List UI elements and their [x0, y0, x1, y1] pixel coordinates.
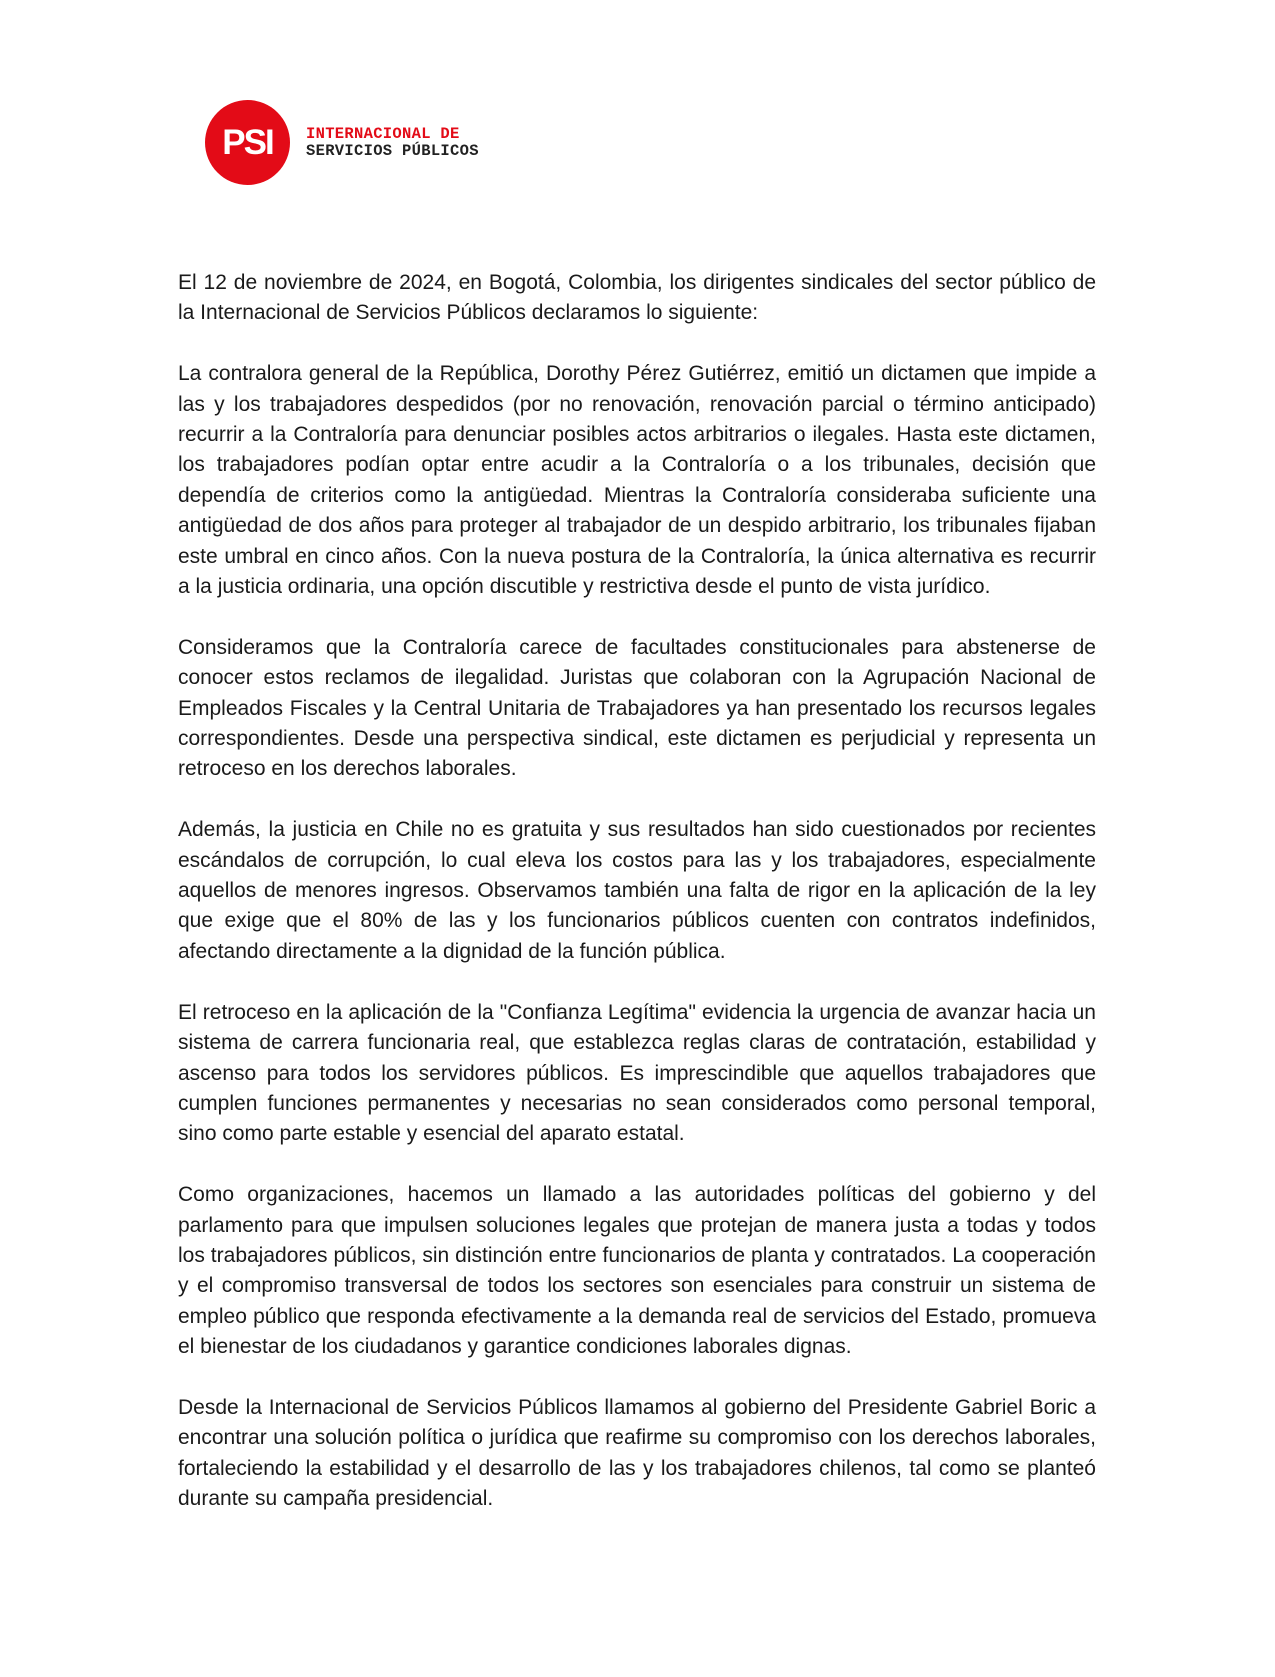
paragraph-intro: El 12 de noviembre de 2024, en Bogotá, Colombia, los dirigentes sindicales del sector público de la Internacional de Servicios Públicos declaramos lo siguiente:: [178, 271, 1096, 325]
logo-text: PSI: [222, 123, 273, 162]
psi-logo: [205, 100, 290, 185]
paragraph-justicia: Además, la justicia en Chile no es gratuita y sus resultados han sido cuestionados por recientes escándalos de corrupción, lo cual eleva los costos para las y los trabajadores, especialmente aquellos de menores ingresos. Observamos también una falta de rigor en la aplicación de la ley que exige que el 80% de las y los funcionarios públicos cuenten con contratos indefinidos, afectando directamente a la dignidad de la función pública.: [178, 818, 1096, 963]
org-name-line-1: INTERNACIONAL DE: [306, 124, 460, 143]
paragraph-confianza-legitima: El retroceso en la aplicación de la "Confianza Legítima" evidencia la urgencia de avanzar hacia un sistema de carrera funcionaria real, que establezca reglas claras de contratación, estabilidad y ascenso para todos los servidores públicos. Es imprescindible que aquellos trabajadores que cumplen funciones permanentes y necesarias no sean considerados como personal temporal, sino como parte estable y esencial del aparato estatal.: [178, 1000, 1096, 1146]
paragraph-conclusion: Desde la Internacional de Servicios Públicos llamamos al gobierno del Presidente Gabriel Boric a encontrar una solución política o jurídica que reafirme su compromiso con los derechos laborales, fortaleciendo la estabilidad y el desarrollo de las y los trabajadores chilenos, tal como se planteó durante su campaña presidencial.: [178, 1395, 1096, 1511]
letterhead: [205, 100, 479, 185]
paragraph-facultades: Consideramos que la Contraloría carece de facultades constitucionales para abstenerse de conocer estos reclamos de ilegalidad. Juristas que colaboran con la Agrupación Nacional de Empleados Fiscales y la Central Unitaria de Trabajadores ya han presentado los recursos legales correspondientes. Desde una perspectiva sindical, este dictamen es perjudicial y representa un retroceso en los derechos laborales.: [178, 635, 1096, 781]
organization-name: [306, 126, 479, 160]
paragraph-llamado: Como organizaciones, hacemos un llamado a las autoridades políticas del gobierno y del parlamento para que impulsen soluciones legales que protejan de manera justa a todas y todos los trabajadores públicos, sin distinción entre funcionarios de planta y contratados. La cooperación y el compromiso transversal de todos los sectores son esenciales para construir un sistema de empleo público que responda efectivamente a la demanda real de servicios del Estado, promueva el bienestar de los ciudadanos y garantice condiciones laborales dignas.: [178, 1183, 1096, 1359]
org-name-line-2: SERVICIOS PÚBLICOS: [306, 141, 479, 160]
paragraph-dictamen: La contralora general de la República, Dorothy Pérez Gutiérrez, emitió un dictamen que impide a las y los trabajadores despedidos (por no renovación, renovación parcial o término anticipado) recurrir a la Contraloría para denunciar posibles actos arbitrarios o ilegales. Hasta este dictamen, los trabajadores podían optar entre acudir a la Contraloría o a los tribunales, decisión que dependía de criterios como la antigüedad. Mientras la Contraloría consideraba suficiente una antigüedad de dos años para proteger al trabajador de un despido arbitrario, los tribunales fijaban este umbral en cinco años. Con la nueva postura de la Contraloría, la única alternativa es recurrir a la justicia ordinaria, una opción discutible y restrictiva desde el punto de vista jurídico.: [178, 362, 1096, 599]
declaration-body: [178, 268, 1096, 1545]
